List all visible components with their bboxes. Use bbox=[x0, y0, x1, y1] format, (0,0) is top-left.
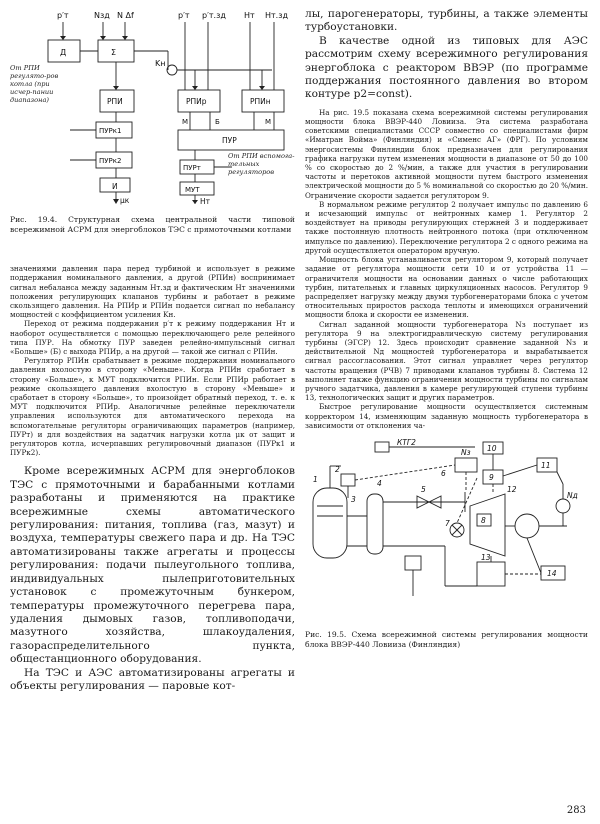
label-ht-out: Hт bbox=[200, 197, 211, 205]
num-14: 14 bbox=[547, 568, 557, 578]
block-purt: ПУРт bbox=[183, 164, 201, 172]
right-small-paragraph-2: В нормальном режиме регулятор 2 получает импульс по давлению 6 и исчезающий импульс от нейтронных камер 1. Регулятор 2 воздействует на приводы регулирующих стержней 3 и поддерживает также постоянную плотность нейтронного потока (при отключенном импульсе по давлению). Переключение регулятора 2 с одного режима на другой осуществляется оператором вручную. bbox=[305, 199, 588, 255]
label-ntzd: Hт.зд bbox=[265, 11, 289, 20]
num-8: 8 bbox=[481, 515, 486, 525]
num-12: 12 bbox=[507, 484, 517, 494]
block-mut: МУТ bbox=[185, 186, 200, 194]
num-7: 7 bbox=[445, 518, 450, 528]
right-column bbox=[305, 8, 588, 649]
num-6: 6 bbox=[441, 468, 446, 478]
right-small-paragraph-3: Мощность блока устанавливается регулятором 9, который получает задание от регулятора мощности сети 10 и от устройства 11 — ограничителя мощности на основании данных о числе работающих турбин, питательных и главных циркуляционных насосов. Регулятор 9 распределяет нагрузку между двумя турбогенераторами блока с учетом относительных приростов расхода теплоты и имеющихся ограничений мощности блока и скорости ее изменения. bbox=[305, 255, 588, 320]
label-nz: Nз bbox=[461, 447, 471, 457]
label-ptzd: p′т.зд bbox=[202, 11, 226, 20]
label-muk: μк bbox=[120, 196, 130, 205]
left-column bbox=[10, 0, 295, 693]
left-large-paragraph-2: На ТЭС и АЭС автоматизированы агрегаты и объекты регулирования — паровые кот- bbox=[10, 666, 295, 692]
label-pt-right: p′т bbox=[178, 11, 190, 20]
label-m2: М bbox=[265, 118, 272, 126]
label-kn: Kн bbox=[155, 59, 166, 68]
num-1: 1 bbox=[313, 474, 318, 484]
block-pur: ПУР bbox=[222, 136, 237, 145]
num-4: 4 bbox=[377, 478, 382, 488]
label-pt: p′т bbox=[57, 11, 69, 20]
label-nt: Hт bbox=[244, 11, 255, 20]
right-small-paragraph-5: Быстрое регулирование мощности осуществляется системным корректором 14, изменяющим заданную мощность турбогенератора в зависимости от отклонения ча- bbox=[305, 402, 588, 430]
block-sigma: Σ bbox=[111, 48, 117, 57]
block-i: И bbox=[112, 182, 118, 191]
figure-19-5 bbox=[305, 436, 588, 626]
figure-19-4 bbox=[10, 0, 295, 205]
block-d: Д bbox=[60, 48, 67, 57]
label-m: М bbox=[182, 118, 189, 126]
left-large-paragraph-1: Кроме всережимных АСРМ для энергоблоков ТЭС с прямоточными и барабанными котлами разработаны и применяются на практике всережимные схемы автоматического регулирования: питания, топлива (газ, мазут) и воздуха, температуры свежего пара и др. На ТЭС автоматизированы также агрегаты и процессы регулирования: подачи пылеугольного топлива, индивидуальных пылеприготовительных установок с промежуточным бункером, температуры промежуточного перегрева пара, удаления дымовых газов, топливоподачи, мазутного хозяйства, шлакоудаления, газораспределительного пункта, общестанционного оборудования. bbox=[10, 465, 295, 666]
left-note: От РПИ регулято-ров котла (при исчер-пании диапазона) bbox=[10, 64, 59, 104]
block-rpi: РПИ bbox=[107, 97, 123, 106]
num-3: 3 bbox=[351, 494, 356, 504]
right-small-paragraph-1: На рис. 19.5 показана схема всережимной системы регулирования мощности блока ВВЭР-440 Ловииза. Эта система разработана советскими специалистами СССР совместно со специалистами фирм «Иматран Войма» (Финляндия) и «Сименс АГ» (ФРГ). По условиям энергосистемы Финляндии блок предназначен для регулирования графика нагрузки путем изменения мощности в диапазоне от 50 до 100 % со скоростью до 2 %/мин, а также для участия в регулировании частоты и перетоков активной мощности путем быстрого изменения электрической мощности до 5 % номинальной со скоростью до 20 %/мин. Ограничение скорости задается регулятором 9. bbox=[305, 107, 588, 200]
block-rpin: РПИн bbox=[250, 97, 271, 106]
label-nzd: Nзд bbox=[94, 11, 110, 20]
label-ktg2: КТГ2 bbox=[397, 437, 416, 447]
figure-19-5-caption: Рис. 19.5. Схема всережимной системы регулирования мощности блока ВВЭР-440 Ловииза (Финляндия) bbox=[305, 629, 588, 649]
right-large-paragraph-2: В качестве одной из типовых для АЭС рассмотрим схему всережимного регулирования энергоблока с реактором ВВЭР (по программе поддержания постоянного давления во втором контуре p2=const). bbox=[305, 34, 588, 101]
block-rpir: РПИр bbox=[186, 97, 207, 106]
label-b: Б bbox=[215, 118, 220, 126]
num-13: 13 bbox=[481, 552, 491, 562]
right-large-paragraph-1: лы, парогенераторы, турбины, а также элементы турбоустановки. bbox=[305, 8, 588, 34]
num-5: 5 bbox=[421, 484, 426, 494]
label-nd: Nд bbox=[567, 490, 578, 500]
label-ndf: N Δf bbox=[117, 11, 134, 20]
num-2: 2 bbox=[335, 464, 340, 474]
page-number: 283 bbox=[566, 805, 586, 816]
figure-19-4-caption: Рис. 19.4. Структурная схема центральной части типовой всережимной АСРМ для энергоблоков ТЭС с прямоточными котлами bbox=[10, 215, 295, 234]
right-small-paragraph-4: Сигнал заданной мощности турбогенератора Nз поступает из регулятора 9 на электрогидравлическую систему регулирования турбины (ЭГСР) 12. Здесь происходит сравнение заданной Nз и действительной Nд мощностей турбогенератора и вырабатывается сигнал рассогласования. Этот сигнал управляет через регулятор частоты вращения (РЧВ) 7 приводами клапанов турбины 8. Система 12 выполняет также функцию ограничения мощности турбины по сигналам ручного задатчика, давления в камере регулирующей ступени турбины 13, технологических защит и других параметров. bbox=[305, 319, 588, 403]
block-purk1: ПУРк1 bbox=[99, 127, 122, 135]
num-11: 11 bbox=[541, 460, 551, 470]
num-9: 9 bbox=[489, 472, 494, 482]
left-small-paragraph-2: Переход от режима поддержания p′т к режиму поддержания Hт и наоборот осуществляется с помощью переключающего реле релейного типа ПУР. На обмотку ПУР заведен релейно-импульсный сигнал «Больше» (Б) с выхода РПИр, а на другой — такой же сигнал с РПИн. bbox=[10, 319, 295, 357]
block-purk2: ПУРк2 bbox=[99, 157, 122, 165]
num-10: 10 bbox=[487, 443, 497, 453]
left-small-paragraph-3: Регулятор РПИн срабатывает в режиме поддержания номинального давления вхолостую в сторону «Меньше». Когда РПИн сработает в сторону «Больше», к МУТ подключится РПИн. Если РПИр работает в режиме скользящего давления вхолостую в сторону «Меньше» и сработает в сторону «Больше», то произойдет обратный переход, т. е. к МУТ подключится РПИр. Аналогичные релейные переключатели управления используются для автоматического перехода на вспомогательные регуляторы ограничивающих параметров (например, ПУРт) и для воздействия на задатчик нагрузки котла μк от защит и регуляторов котла, исчерпавших регулировочный диапазон (ПУРк1 и ПУРк2). bbox=[10, 356, 295, 458]
left-small-paragraph-1: значениями давления пара перед турбиной и использует в режиме поддержания номинального давления, а другой (РПИн) воспринимает сигнал небаланса между заданным Hт.зд и фактическим Hт значениями положения регулирующих клапанов турбины и работает в режиме скользящего давления. На РПИр и РПИн подается сигнал по небалансу мощностей с коэффициентом усиления Kн. bbox=[10, 264, 295, 320]
right-note: От РПИ вспомога-тельных регуляторов bbox=[228, 152, 295, 176]
